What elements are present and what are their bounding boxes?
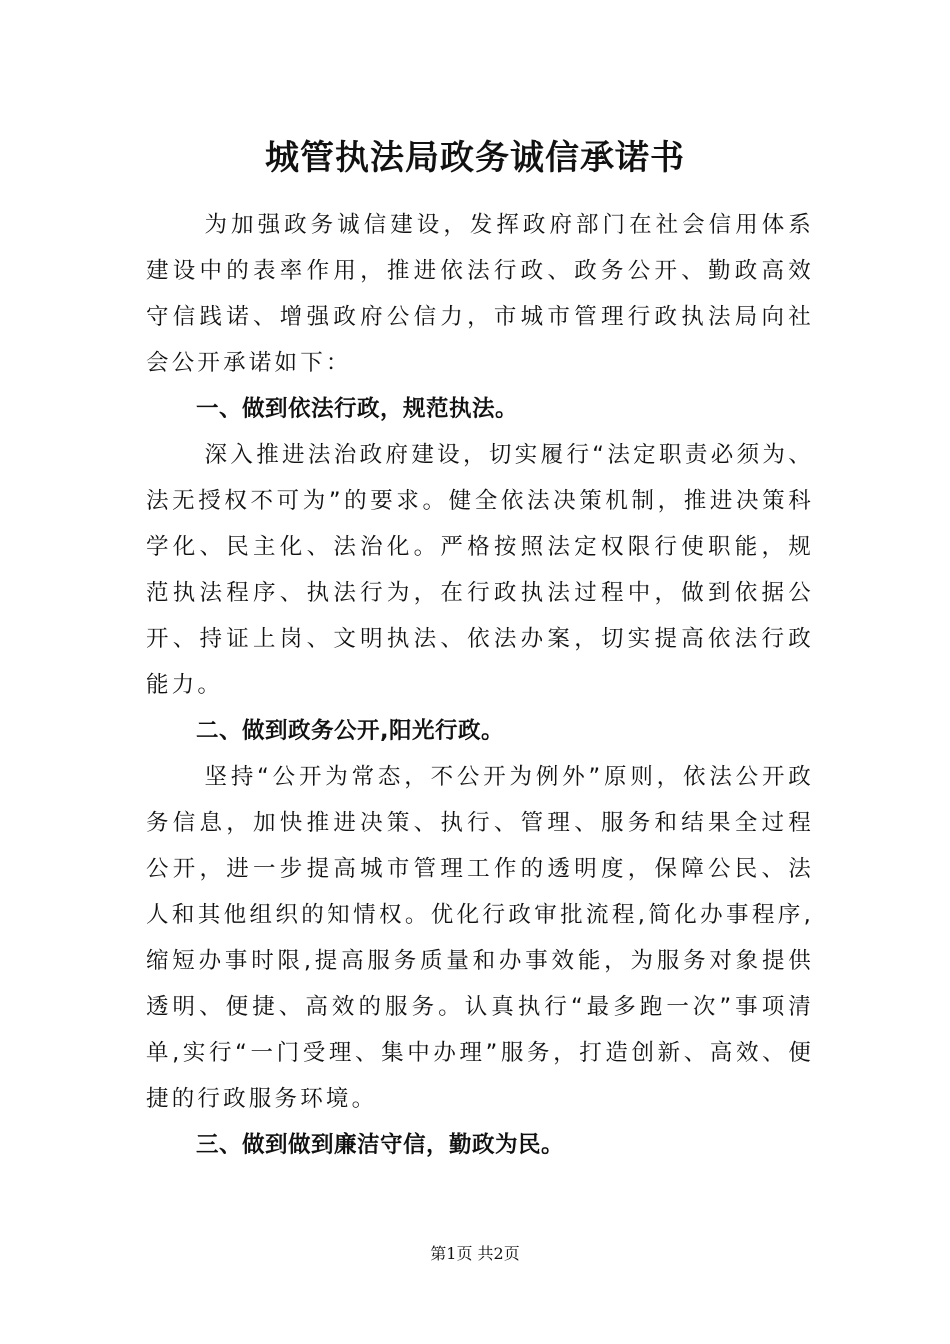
section-heading-2: 二、做到政务公开,阳光行政。	[196, 718, 505, 744]
section-heading-1: 一、做到依法行政，规范执法。	[196, 396, 519, 422]
section-body-2: 坚持“公开为常态，不公开为例外”原则，依法公开政务信息，加快推进决策、执行、管理、服务和结果全过程公开，进一步提高城市管理工作的透明度，保障公民、法人和其他组织的知情权。优化行政审批流程,简化办事程序,缩短办事时限,提高服务质量和办事效能，为服务对象提供透明、便捷、高效的服务。认真执行“最多跑一次”事项清单,实行“一门受理、集中办理”服务，打造创新、高效、便捷的行政服务环境。	[146, 764, 814, 1112]
document-title: 城管执法局政务诚信承诺书	[265, 138, 685, 178]
page-number: 第1页 共2页	[430, 1244, 520, 1263]
section-body-1: 深入推进法治政府建设，切实履行“法定职责必须为、法无授权不可为”的要求。健全依法决策机制，推进决策科学化、民主化、法治化。严格按照法定权限行使职能，规范执法程序、执法行为，在行政执法过程中，做到依据公开、持证上岗、文明执法、依法办案，切实提高依法行政能力。	[146, 442, 814, 698]
intro-paragraph: 为加强政务诚信建设，发挥政府部门在社会信用体系建设中的表率作用，推进依法行政、政务公开、勤政高效守信践诺、增强政府公信力，市城市管理行政执法局向社会公开承诺如下：	[146, 212, 814, 376]
document-body	[146, 202, 814, 1168]
section-heading-3: 三、做到做到廉洁守信，勤政为民。	[196, 1132, 565, 1158]
